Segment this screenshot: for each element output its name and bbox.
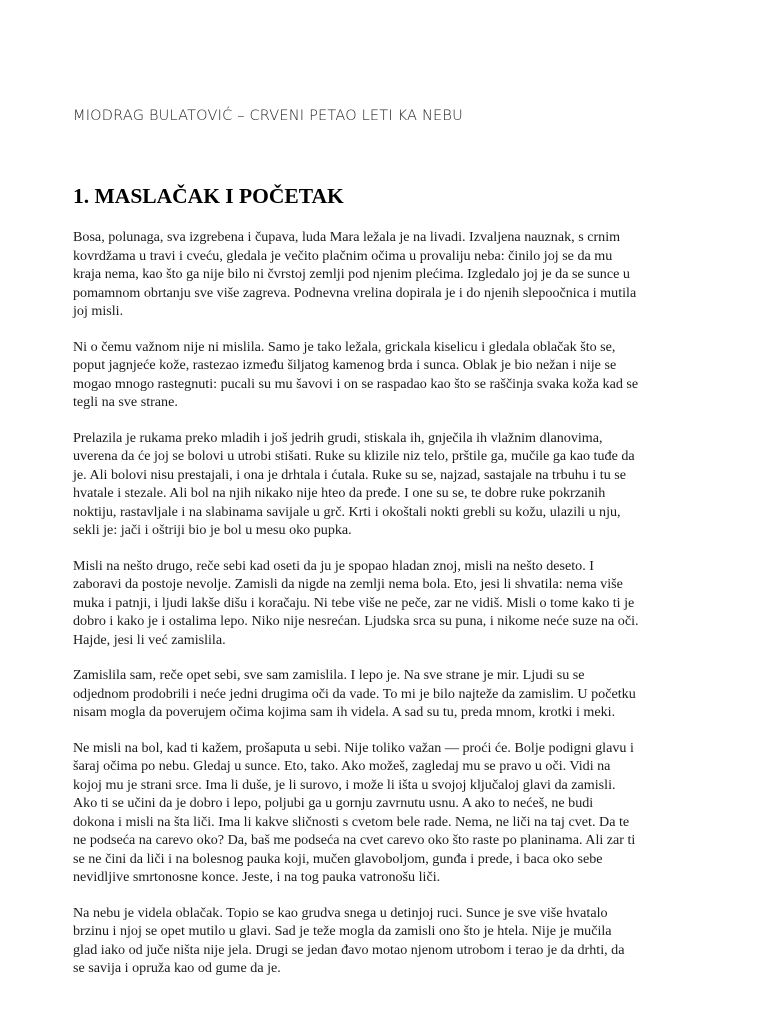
paragraph-5: Zamislila sam, reče opet sebi, sve sam zamislila. I lepo je. Na sve strane je mir. Ljudi su se odjednom prodobrili i neće jedni drugima oči da vade. To mi je bilo najteže da zamislim. U početku nisam mogla da poverujem očima kojima sam ih videla. A sad su tu, preda mnom, krotki i meki. <box>73 667 636 720</box>
paragraph-3: Prelazila je rukama preko mladih i još jedrih grudi, stiskala ih, gnječila ih vlažnim dlanovima, uverena da će joj se bolovi u utrobi stišati. Ruke su klizile niz telo, prštile ga, mučile ga kao tuđe da je. Ali bolovi nisu prestajali, i ona je drhtala i ćutala. Ruke su se, najzad, sastajale na trbuhu i tu se hvatale i stezale. Ali bol na njih nikako nije hteo da pređe. I one su se, te dobre ruke pokrzanih noktiju, rastavljale i na slabinama savijale u grč. Krti i okoštali nokti grebli su kožu, ulazili u nju, sekli je: jači i oštriji bio je bol u mesu oko pupka. <box>73 429 635 538</box>
paragraph-7: Na nebu je videla oblačak. Topio se kao grudva snega u detinjoj ruci. Sunce je sve više hvatalo brzinu i njoj se opet mutilo u glavi. Sad je teže mogla da zamisli ono što je htela. Nije je mučila glad iako od juče ništa nije jela. Drugi se jedan đavo motao njenom utrobom i terao je da drhti, da se savija i opruža kao od gume da je. <box>73 904 625 976</box>
paragraph-4: Misli na nešto drugo, reče sebi kad oseti da ju je spopao hladan znoj, misli na nešto deseto. I zaboravi da postoje nevolje. Zamisli da nigde na zemlji nema bola. Eto, jesi li shvatila: nema više muka i patnji, i ljudi lakše dišu i koračaju. Ni tebe više ne peče, zar ne vidiš. Misli o tome kako ti je dobro i kako je i ostalima lepo. Niko nije nesrećan. Ljudska srca su puna, i nikome neće suze na oči. Hajde, jesi li već zamislila. <box>73 557 639 648</box>
paragraph-1: Bosa, polunaga, sva izgrebena i čupava, luda Mara ležala je na livadi. Izvaljena nauznak, s crnim kovrdžama u travi i cveću, gledala je večito plačnim očima u provaliju neba: činilo joj se da mu kraja nema, kao što ga nije bilo ni čvrstoj zemlji pod njenim plećima. Izgledalo joj je da se sunce u pomamnom obrtanju sve više zagreva. Podnevna vrelina dopirala je i do njenih slepoočnica i mutila joj misli. <box>73 229 637 319</box>
paragraph-6: Ne misli na bol, kad ti kažem, prošaputa u sebi. Nije toliko važan — proći će. Bolje podigni glavu i šaraj očima po nebu. Gledaj u sunce. Eto, tako. Ako možeš, zagledaj mu se pravo u oči. Vidi na kojoj mu je strani srce. Ima li duše, je li surovo, i može li išta u svojoj ključaloj glavi da zamisli. Ako ti se učini da je dobro i lepo, poljubi ga u gornju zavrnutu usnu. A ako to nećeš, ne budi dokona i misli na šta liči. Ima li kakve sličnosti s cvetom bele rade. Nema, ne liči na taj cvet. Da te ne podseća na carevo oko? Da, baš me podseća na cvet carevo oko što raste po planinama. Ali zar ti se ne čini da liči i na bolesnog pauka koji, mučen glavoboljom, gunđa i prede, i baca oko sebe nevidljive smrtonosne konce. Jeste, i na tog pauka vatronošu liči. <box>73 739 636 885</box>
running-header: MIODRAG BULATOVIĆ – CRVENI PETAO LETI KA NEBU <box>73 108 463 124</box>
chapter-title: 1. MASLAČAK I POČETAK <box>73 184 344 208</box>
body-text <box>73 228 697 995</box>
paragraph-2: Ni o čemu važnom nije ni mislila. Samo je tako ležala, grickala kiselicu i gledala oblačak što se, poput jagnjeće kože, rastezao između šiljatog kamenog brda i sunca. Oblak je bio nežan i nije se mogao mnogo rastegnuti: pucali su mu šavovi i on se raspadao kao što se raščinja svaka koža kad se tegli na sve strane. <box>73 338 639 410</box>
